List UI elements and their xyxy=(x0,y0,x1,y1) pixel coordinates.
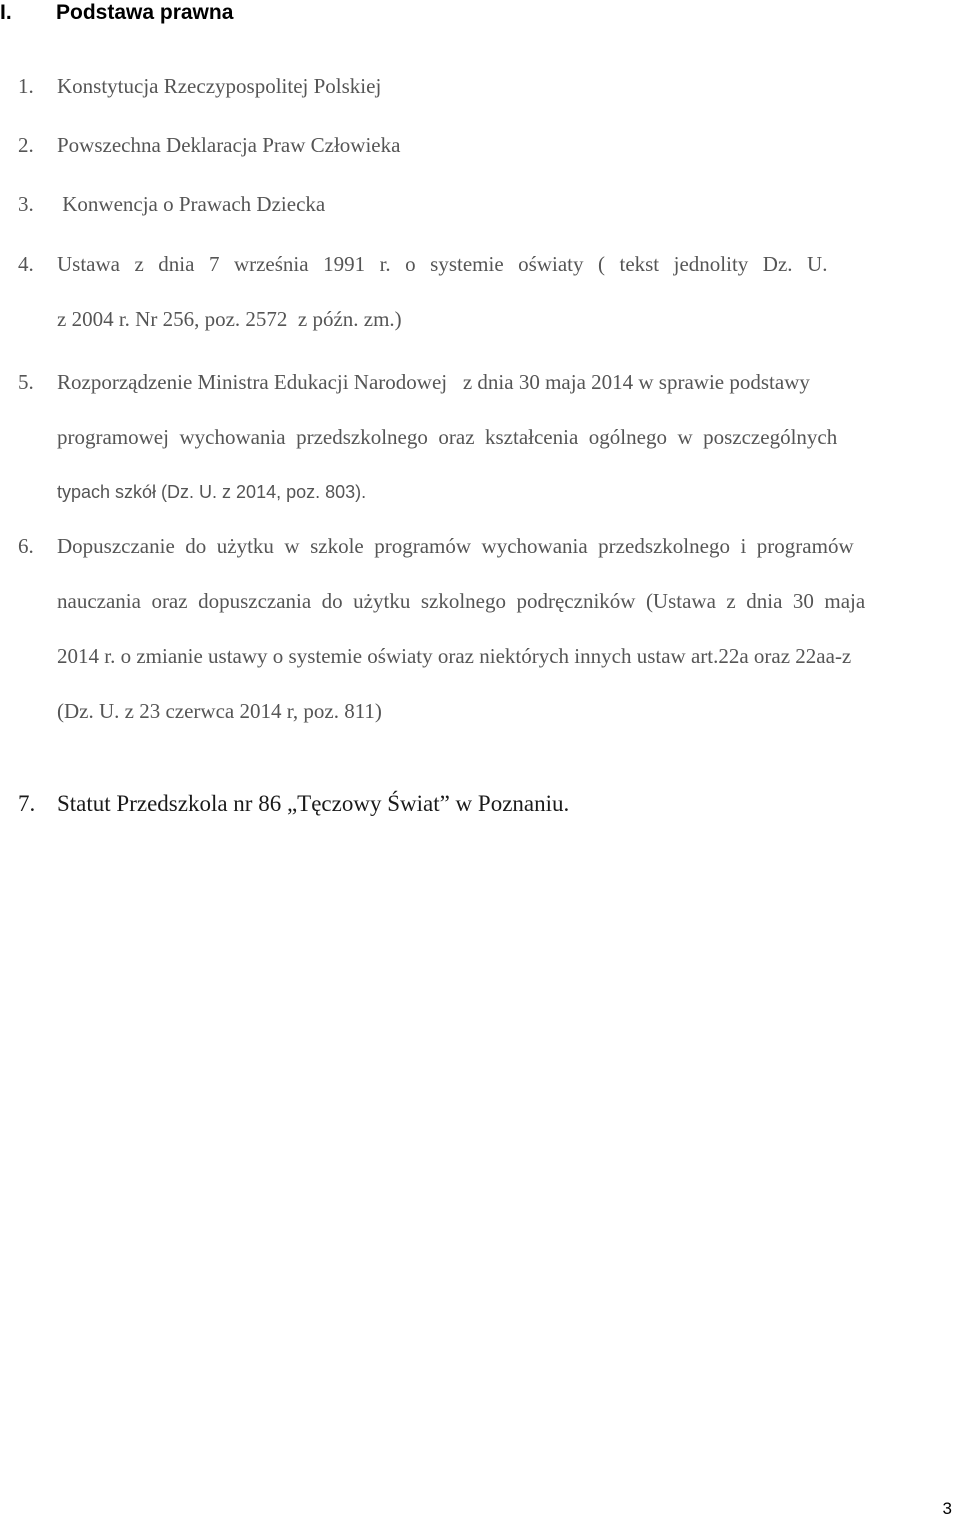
list-item-number: 6. xyxy=(18,534,34,558)
list-item-line: (Dz. U. z 23 czerwca 2014 r, poz. 811) xyxy=(57,699,382,723)
list-item-number: 7. xyxy=(18,791,36,816)
list-item-line: nauczania oraz dopuszczania do użytku szkolnego podręczników (Ustawa z dnia 30 maja xyxy=(57,589,866,613)
list-item-line: Rozporządzenie Ministra Edukacji Narodowej z dnia 30 maja 2014 w sprawie podstawy xyxy=(57,370,810,394)
page-number: 3 xyxy=(942,1499,952,1518)
list-item-number: 3. xyxy=(18,192,34,216)
section-title: Podstawa prawna xyxy=(56,1,234,24)
list-item-line: Dopuszczanie do użytku w szkole programów wychowania przedszkolnego i programów xyxy=(57,534,854,558)
list-item xyxy=(18,789,956,818)
list-item xyxy=(18,132,956,159)
list-item-line: programowej wychowania przedszkolnego oraz kształcenia ogólnego w poszczególnych xyxy=(57,425,838,449)
list-item-text xyxy=(57,533,956,725)
list-item-text: Konwencja o Prawach Dziecka xyxy=(57,192,326,216)
section-heading xyxy=(0,0,233,26)
list-item xyxy=(18,191,956,218)
list-item-line: typach szkół (Dz. U. z 2014, poz. 803). xyxy=(57,482,367,502)
list-item-number: 5. xyxy=(18,370,34,394)
list-item-line: z 2004 r. Nr 256, poz. 2572 z późn. zm.) xyxy=(57,307,402,331)
list-item-text: Powszechna Deklaracja Praw Człowieka xyxy=(57,133,401,157)
list-item xyxy=(18,251,956,333)
list-item-number: 2. xyxy=(18,133,34,157)
list-item-number: 1. xyxy=(18,74,34,98)
list-item-text xyxy=(57,369,956,506)
list-item-line: 2014 r. o zmianie ustawy o systemie oświaty oraz niektórych innych ustaw art.22a oraz 22aa-z xyxy=(57,644,852,668)
list-item-line: Ustawa z dnia 7 września 1991 r. o systemie oświaty ( tekst jednolity Dz. U. xyxy=(57,252,828,276)
list-item-text: Konstytucja Rzeczypospolitej Polskiej xyxy=(57,74,382,98)
section-numeral: I. xyxy=(0,1,12,24)
list-item-text xyxy=(57,251,956,333)
list-item xyxy=(18,369,956,506)
list-item-text: Statut Przedszkola nr 86 „Tęczowy Świat” w Poznaniu. xyxy=(57,791,570,816)
list-item xyxy=(18,73,956,100)
list-item-number: 4. xyxy=(18,252,34,276)
list-item xyxy=(18,533,956,725)
